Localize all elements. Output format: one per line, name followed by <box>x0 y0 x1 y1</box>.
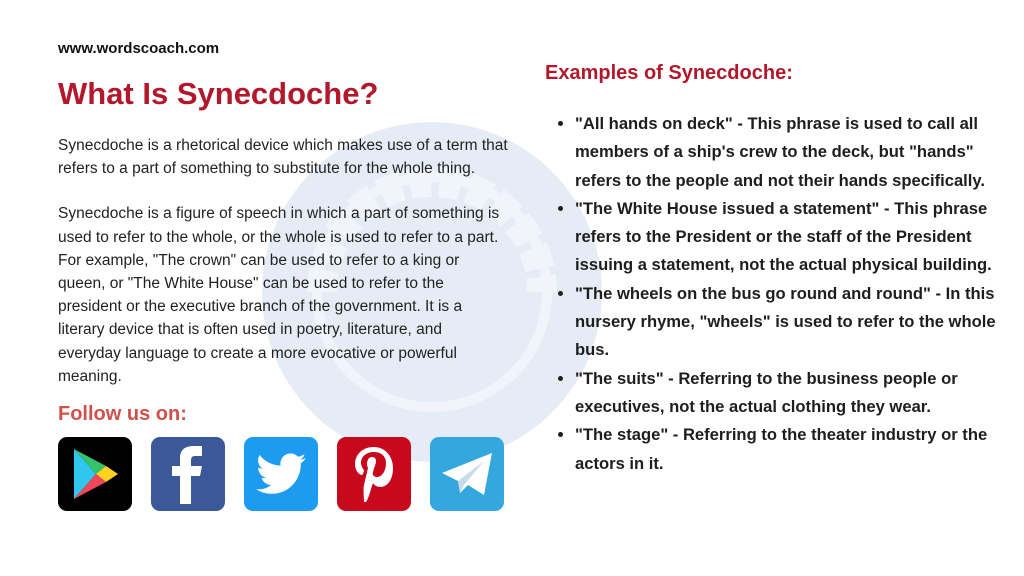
twitter-icon[interactable] <box>244 437 318 511</box>
definition-paragraph: Synecdoche is a rhetorical device which makes use of a term that refers to a part of something to substitute for the whole thing. <box>58 137 508 178</box>
examples-list <box>557 110 1000 478</box>
telegram-icon[interactable] <box>430 437 504 511</box>
explanation-paragraph: Synecdoche is a figure of speech in which a part of something is used to refer to the whole, or the whole is used to refer to a part. For example, "The crown" can be used to refer to a king or queen, or "The White House" can be used to refer to the president or the executive branch of the government. It is a literary device that is often used in poetry, literature, and everyday language to create a more evocative or powerful meaning. <box>58 205 500 385</box>
site-url: www.wordscoach.com <box>58 40 220 57</box>
left-column <box>58 40 508 511</box>
google-play-icon[interactable] <box>58 437 132 511</box>
page-title: What Is Synecdoche? <box>58 76 379 111</box>
facebook-icon[interactable] <box>151 437 225 511</box>
right-column <box>545 60 1000 478</box>
pinterest-icon[interactable] <box>337 437 411 511</box>
example-item: • "The suits" - Referring to the business people or executives, not the actual clothing they wear. <box>575 365 1000 422</box>
follow-label: Follow us on: <box>58 403 187 426</box>
example-item: • "The stage" - Referring to the theater industry or the actors in it. <box>575 421 1000 478</box>
social-icons <box>58 437 508 511</box>
example-item: • "All hands on deck" - This phrase is used to call all members of a ship's crew to the deck, but "hands" refers to the people and not their hands specifically. <box>575 110 1000 195</box>
examples-heading: Examples of Synecdoche: <box>545 62 793 84</box>
example-item: • "The White House issued a statement" - This phrase refers to the President or the staff of the President issuing a statement, not the actual physical building. <box>575 195 1000 280</box>
example-item: • "The wheels on the bus go round and round" - In this nursery rhyme, "wheels" is used to refer to the whole bus. <box>575 280 1000 365</box>
